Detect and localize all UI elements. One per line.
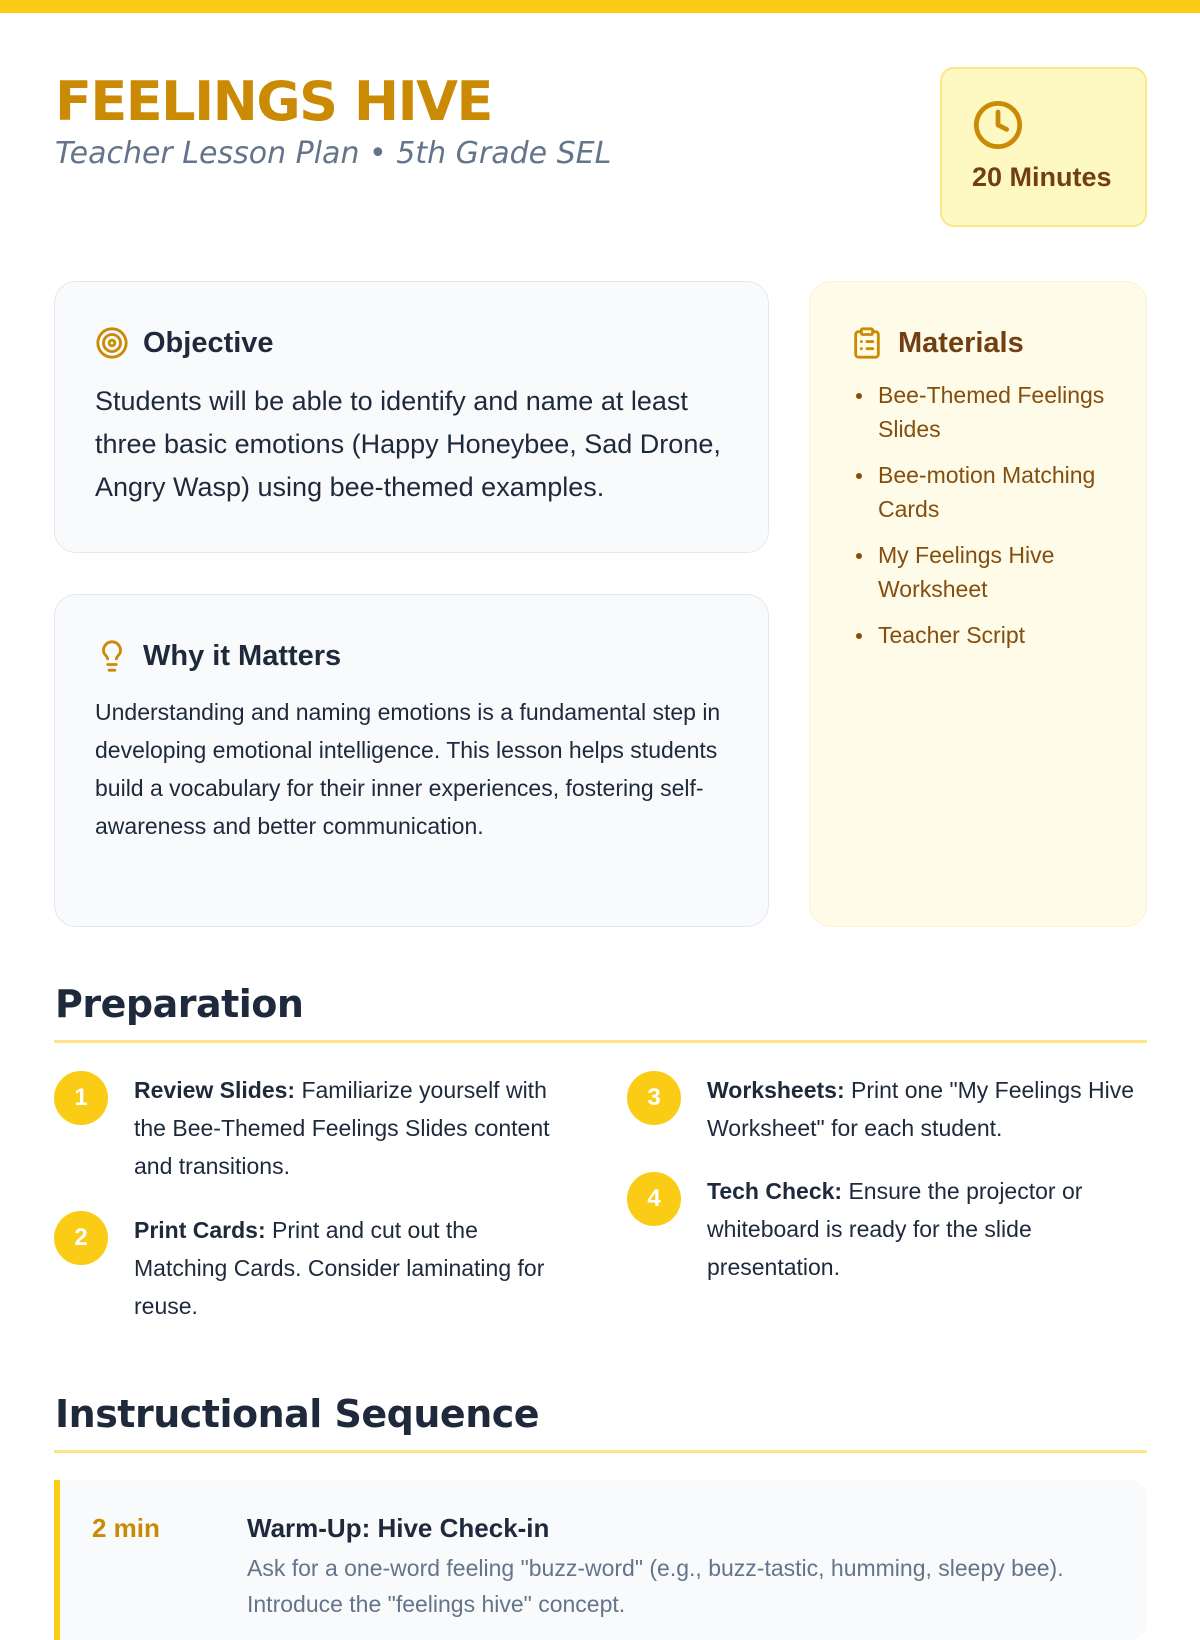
step-number-badge: 4 [627, 1172, 681, 1226]
prep-step-body: Print one "My Feelings Hive Worksheet" for each student. [707, 1077, 1135, 1141]
duration-badge [940, 67, 1147, 227]
sequence-step-text: Ask for a one-word feeling "buzz-word" (e.g., buzz-tastic, humming, sleepy bee). Introduce the "feelings hive" concept. [247, 1555, 1064, 1617]
why-text: Understanding and naming emotions is a fundamental step in developing emotional intelligence. This lesson helps students build a vocabulary for their inner experiences, fostering self-awareness and better communication. [95, 699, 721, 839]
clock-icon [972, 99, 1024, 151]
objective-header [95, 326, 274, 360]
materials-list [854, 378, 1114, 664]
preparation-divider [54, 1040, 1147, 1043]
why-it-matters-card [54, 594, 769, 927]
duration-label: 20 Minutes [972, 162, 1112, 192]
objective-heading: Objective [143, 326, 274, 359]
target-icon [95, 326, 129, 360]
prep-step-text [707, 1071, 1147, 1147]
step-number-badge: 1 [54, 1071, 108, 1125]
objective-text: Students will be able to identify and name at least three basic emotions (Happy Honeybee, Sad Drone, Angry Wasp) using bee-themed examples. [95, 386, 721, 502]
sequence-step-time: 2 min [92, 1513, 160, 1543]
prep-step-title: Print Cards: [134, 1217, 266, 1243]
prep-step-text [707, 1172, 1147, 1286]
material-item: Bee-motion Matching Cards [854, 458, 1114, 526]
page-title: FEELINGS HIVE [55, 70, 492, 133]
materials-card [809, 281, 1147, 927]
materials-heading: Materials [898, 326, 1024, 359]
lightbulb-icon [95, 639, 129, 673]
prep-step-text [134, 1211, 574, 1325]
step-number-badge: 2 [54, 1211, 108, 1265]
prep-step-title: Review Slides: [134, 1077, 296, 1103]
sequence-step [54, 1480, 1147, 1640]
clipboard-icon [850, 326, 884, 360]
sequence-divider [54, 1450, 1147, 1453]
page-subtitle: Teacher Lesson Plan • 5th Grade SEL [55, 136, 612, 171]
sequence-heading: Instructional Sequence [55, 1392, 540, 1436]
prep-step-body: Print and cut out the Matching Cards. Consider laminating for reuse. [134, 1217, 545, 1319]
prep-step-title: Worksheets: [707, 1077, 845, 1103]
preparation-heading: Preparation [55, 982, 304, 1026]
material-item: Teacher Script [854, 618, 1114, 652]
sequence-step-title: Warm-Up: Hive Check-in [247, 1513, 550, 1543]
material-item: Bee-Themed Feelings Slides [854, 378, 1114, 446]
step-number-badge: 3 [627, 1071, 681, 1125]
prep-step-body: Familiarize yourself with the Bee-Themed Feelings Slides content and transitions. [134, 1077, 550, 1179]
prep-step-title: Tech Check: [707, 1178, 843, 1204]
prep-step-text [134, 1071, 574, 1185]
prep-step-body: Ensure the projector or whiteboard is ready for the slide presentation. [707, 1178, 1083, 1280]
why-heading: Why it Matters [143, 639, 342, 672]
why-header [95, 639, 341, 673]
material-item: My Feelings Hive Worksheet [854, 538, 1114, 606]
objective-card [54, 281, 769, 553]
top-accent-bar [0, 0, 1200, 13]
materials-header [850, 326, 1024, 360]
